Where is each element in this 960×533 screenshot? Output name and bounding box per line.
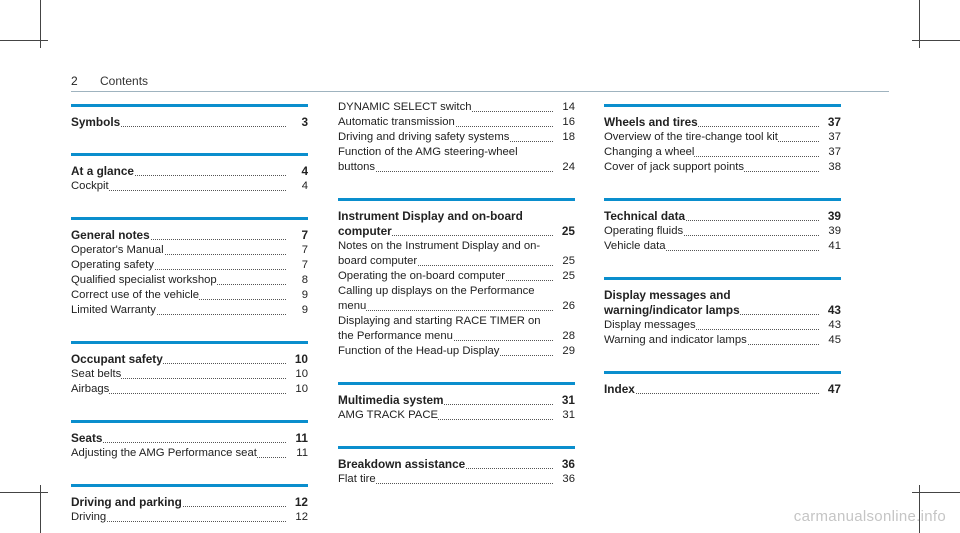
toc-label: Technical data [604,209,686,223]
toc-page: 31 [553,393,575,408]
toc-page: 8 [286,273,308,288]
toc-entry[interactable] [338,344,575,359]
section-accent-bar [71,104,308,107]
toc-page: 36 [553,457,575,472]
toc-entry[interactable] [71,367,308,382]
toc-label: Operating the on-board computer [338,270,506,282]
toc-section-heading[interactable] [604,209,841,224]
toc-page: 10 [286,352,308,367]
toc-label: Driving and driving safety systems [338,131,510,143]
toc-label: Driving [71,511,107,523]
toc-page: 39 [819,209,841,224]
toc-page: 37 [819,145,841,160]
toc-section [604,371,841,397]
toc-label: Driving and parking [71,495,182,509]
dot-leader [604,393,819,394]
toc-label: Notes on the Instrument Display and on-board computer [338,240,541,267]
toc-section [71,217,308,318]
toc-entry[interactable] [71,243,308,258]
toc-section [338,382,575,423]
crop-mark [0,492,48,493]
toc-entry[interactable] [338,115,575,130]
toc-page: 18 [553,130,575,145]
section-accent-bar [604,277,841,280]
toc-section [338,100,575,175]
toc-section-heading[interactable] [71,495,308,510]
section-accent-bar [71,420,308,423]
toc-entry[interactable] [71,179,308,194]
section-accent-bar [604,104,841,107]
toc-page: 43 [819,318,841,333]
toc-page: 7 [286,243,308,258]
toc-entry[interactable] [338,408,575,423]
toc-entry[interactable] [604,160,841,175]
toc-page: 25 [553,269,575,284]
toc-section-heading[interactable] [604,382,841,397]
toc-column-3 [604,100,841,397]
toc-section [338,198,575,359]
toc-label: Correct use of the vehicle [71,289,200,301]
toc-section [71,153,308,194]
toc-section [604,104,841,175]
toc-page: 36 [553,472,575,487]
section-gap [71,194,308,217]
toc-entry[interactable] [338,239,575,269]
toc-entry[interactable] [338,130,575,145]
toc-page: 37 [819,115,841,130]
header-rule [71,91,889,92]
toc-entry[interactable] [604,318,841,333]
toc-label: AMG TRACK PACE [338,409,439,421]
toc-section [71,420,308,461]
toc-entry[interactable] [71,258,308,273]
toc-label: Instrument Display and on-board computer [338,209,523,238]
toc-entry[interactable] [604,224,841,239]
toc-label: Airbags [71,383,110,395]
toc-entry[interactable] [338,100,575,115]
toc-page: 7 [286,228,308,243]
toc-section [71,341,308,397]
toc-page: 38 [819,160,841,175]
toc-column-2 [338,100,575,487]
toc-label: Qualified specialist workshop [71,274,217,286]
toc-page: 14 [553,100,575,115]
toc-page: 11 [286,446,308,461]
toc-label: Adjusting the AMG Performance seat [71,447,257,459]
toc-entry[interactable] [71,273,308,288]
toc-label: Cover of jack support points [604,161,745,173]
toc-label: Display messages [604,319,696,331]
toc-section-heading[interactable] [338,209,575,239]
section-gap [338,423,575,446]
toc-label: Warning and indicator lamps [604,334,747,346]
toc-page: 39 [819,224,841,239]
section-gap [71,461,308,484]
toc-label: Automatic transmission [338,116,455,128]
toc-label: Breakdown assistance [338,457,466,471]
toc-entry[interactable] [71,382,308,397]
section-gap [71,397,308,420]
toc-label: Vehicle data [604,240,666,252]
toc-entry[interactable] [71,288,308,303]
dot-leader [338,310,553,311]
toc-page: 4 [286,179,308,194]
toc-entry[interactable] [604,239,841,254]
toc-entry[interactable] [71,446,308,461]
section-accent-bar [604,198,841,201]
section-gap [71,130,308,153]
toc-label: Display messages and warning/indicator lamps [604,288,740,317]
toc-section-heading[interactable] [71,115,308,130]
toc-entry[interactable] [338,284,575,314]
section-accent-bar [71,341,308,344]
toc-page: 9 [286,303,308,318]
toc-page: 47 [819,382,841,397]
section-accent-bar [71,484,308,487]
toc-page: 9 [286,288,308,303]
toc-label: Operating safety [71,259,154,271]
toc-label: Seat belts [71,368,122,380]
toc-entry[interactable] [338,472,575,487]
toc-page: 24 [553,160,575,175]
toc-label: Calling up displays on the Performance menu [338,285,535,312]
section-gap [604,175,841,198]
crop-mark [0,40,48,41]
toc-label: Seats [71,431,103,445]
toc-label: Cockpit [71,180,109,192]
toc-section [71,484,308,525]
section-accent-bar [338,382,575,385]
page-title: Contents [100,74,149,88]
toc-section-heading[interactable] [338,393,575,408]
toc-entry[interactable] [338,314,575,344]
toc-label: Occupant safety [71,352,163,366]
toc-page: 10 [286,367,308,382]
toc-column-1 [71,100,308,525]
toc-label: At a glance [71,164,134,178]
toc-label: Changing a wheel [604,146,695,158]
toc-page: 16 [553,115,575,130]
page-number: 2 [71,74,78,88]
toc-section-heading[interactable] [71,431,308,446]
toc-entry[interactable] [71,303,308,318]
toc-entry[interactable] [604,333,841,348]
toc-page: 41 [819,239,841,254]
crop-mark [912,492,960,493]
toc-section [604,198,841,254]
section-accent-bar [338,446,575,449]
toc-page: 29 [553,344,575,359]
toc-label: Operating fluids [604,225,684,237]
section-gap [604,348,841,371]
section-accent-bar [71,153,308,156]
toc-page: 7 [286,258,308,273]
toc-label: Multimedia system [338,393,444,407]
toc-entry[interactable] [338,145,575,175]
toc-page: 12 [286,510,308,525]
toc-page: 25 [553,254,575,269]
section-accent-bar [71,217,308,220]
toc-page: 31 [553,408,575,423]
toc-page: 4 [286,164,308,179]
toc-label: General notes [71,228,150,242]
toc-entry[interactable] [71,510,308,525]
section-gap [604,254,841,277]
section-gap [338,359,575,382]
toc-page: 37 [819,130,841,145]
toc-section [604,277,841,348]
toc-label: Function of the Head-up Display [338,345,500,357]
toc-page: 25 [553,224,575,239]
toc-section [71,104,308,130]
toc-page: 12 [286,495,308,510]
toc-label: Overview of the tire-change tool kit [604,131,778,143]
toc-label: Limited Warranty [71,304,156,316]
toc-label: Wheels and tires [604,115,698,129]
toc-section-heading[interactable] [338,457,575,472]
toc-section-heading[interactable] [71,352,308,367]
toc-label: Flat tire [338,473,376,485]
toc-page: 26 [553,299,575,314]
toc-section [338,446,575,487]
watermark: carmanualsonline.info [793,508,946,525]
dot-leader [71,442,286,443]
toc-page: 3 [286,115,308,130]
toc-section-heading[interactable] [604,288,841,318]
toc-section-heading[interactable] [71,228,308,243]
toc-label: Function of the AMG steering-wheel buttons [338,146,518,173]
crop-mark [912,40,960,41]
toc-page: 45 [819,333,841,348]
toc-page: 28 [553,329,575,344]
toc-entry[interactable] [338,269,575,284]
toc-label: DYNAMIC SELECT switch [338,101,472,113]
toc-entry[interactable] [604,130,841,145]
section-gap [338,175,575,198]
toc-label: Index [604,382,635,396]
toc-section-heading[interactable] [604,115,841,130]
toc-label: Operator's Manual [71,244,164,256]
toc-page: 43 [819,303,841,318]
section-accent-bar [338,198,575,201]
toc-page: 10 [286,382,308,397]
section-accent-bar [604,371,841,374]
section-gap [71,318,308,341]
toc-label: Symbols [71,115,121,129]
toc-page: 11 [286,431,308,446]
toc-section-heading[interactable] [71,164,308,179]
toc-entry[interactable] [604,145,841,160]
toc-label: Displaying and starting RACE TIMER on the Performance menu [338,315,541,342]
